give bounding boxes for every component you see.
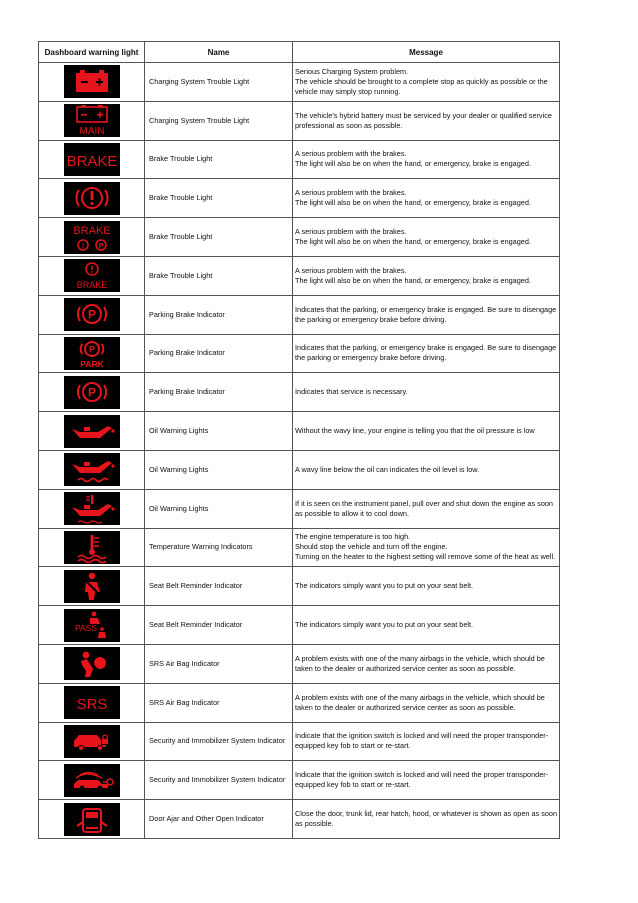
light-message: A wavy line below the oil can indicates the oil level is low.: [295, 464, 480, 474]
light-name: Parking Brake Indicator: [145, 373, 293, 412]
warning-light-cell: [39, 800, 145, 839]
light-message: A problem exists with one of the many airbags in the vehicle, which should be taken to the dealer or authorized service center as soon as possible.: [295, 692, 545, 712]
header-name: Name: [145, 42, 293, 63]
seat-belt-pass-icon: [64, 609, 120, 642]
warning-light-cell: [39, 334, 145, 373]
warning-light-cell: [39, 140, 145, 179]
seat-belt-icon: [64, 570, 120, 603]
table-row: [39, 683, 560, 722]
light-name: Brake Trouble Light: [145, 256, 293, 295]
svg-text:SRS: SRS: [76, 696, 107, 714]
header-message: Message: [293, 42, 560, 63]
warning-light-cell: [39, 722, 145, 761]
light-name: Charging System Trouble Light: [145, 101, 293, 140]
brake-exclamation-icon: [64, 182, 120, 215]
light-message-cell: [293, 218, 560, 257]
svg-text:P: P: [88, 344, 95, 355]
warning-light-cell: [39, 606, 145, 645]
light-message: The engine temperature is too high. Should stop the vehicle and turn off the engine. Turning on the heater to the highest setting will remove some of the heat as well.: [295, 532, 556, 562]
table-row: [39, 295, 560, 334]
light-message-cell: [293, 450, 560, 489]
table-row: [39, 256, 560, 295]
svg-text:PASS: PASS: [74, 622, 97, 633]
light-name: SRS Air Bag Indicator: [145, 683, 293, 722]
light-message: The indicators simply want you to put on your seat belt.: [295, 581, 474, 591]
svg-text:BRAKE: BRAKE: [72, 224, 111, 237]
oil-can-temp-icon: [64, 492, 120, 525]
table-row: [39, 606, 560, 645]
battery-main-icon: [64, 104, 120, 137]
light-name: Parking Brake Indicator: [145, 295, 293, 334]
warning-light-cell: [39, 256, 145, 295]
light-name: Seat Belt Reminder Indicator: [145, 567, 293, 606]
oil-can-wavy-icon: [64, 453, 120, 486]
light-message: A problem exists with one of the many airbags in the vehicle, which should be taken to the dealer or authorized service center as soon as possible.: [295, 653, 545, 673]
light-message-cell: [293, 373, 560, 412]
table-row: [39, 644, 560, 683]
header-light: Dashboard warning light: [39, 42, 145, 63]
warning-light-cell: [39, 450, 145, 489]
light-name: Security and Immobilizer System Indicator: [145, 722, 293, 761]
light-message-cell: [293, 63, 560, 102]
table-row: [39, 373, 560, 412]
table-row: [39, 412, 560, 451]
light-message-cell: [293, 295, 560, 334]
warning-light-cell: [39, 179, 145, 218]
svg-text:MAIN: MAIN: [79, 126, 104, 138]
warning-lights-table: [38, 41, 560, 839]
light-message: If it is seen on the instrument panel, pull over and shut down the engine as soon as possible to allow it to cool down.: [295, 498, 553, 518]
light-message: Indicate that the ignition switch is locked and will need the proper transponder-equipped key fob to start or re-start.: [295, 770, 549, 790]
light-message-cell: [293, 334, 560, 373]
light-message: Indicate that the ignition switch is locked and will need the proper transponder-equipped key fob to start or re-start.: [295, 731, 549, 751]
table-row: [39, 179, 560, 218]
warning-light-cell: [39, 218, 145, 257]
warning-light-cell: [39, 295, 145, 334]
light-message: The vehicle's hybrid battery must be serviced by your dealer or qualified service professional as soon as possible.: [295, 110, 552, 130]
table-row: [39, 567, 560, 606]
warning-light-cell: [39, 761, 145, 800]
light-message-cell: [293, 412, 560, 451]
light-message: Without the wavy line, your engine is telling you that the oil pressure is low: [295, 426, 535, 436]
light-message: A serious problem with the brakes. The light will also be on when the hand, or emergency, brake is engaged.: [295, 265, 531, 285]
parking-brake-park-icon: [64, 337, 120, 370]
table-row: [39, 450, 560, 489]
light-name: Parking Brake Indicator: [145, 334, 293, 373]
table-row: [39, 218, 560, 257]
light-name: Brake Trouble Light: [145, 218, 293, 257]
light-message: Close the door, trunk lid, rear hatch, hood, or whatever is shown as open as soon as possible.: [295, 809, 558, 829]
light-message-cell: [293, 761, 560, 800]
light-message-cell: [293, 256, 560, 295]
parking-brake-icon: [64, 298, 120, 331]
table-row: [39, 63, 560, 102]
table-row: [39, 761, 560, 800]
warning-light-cell: [39, 489, 145, 528]
warning-light-cell: [39, 683, 145, 722]
brake-combo-icon: [64, 221, 120, 254]
table-row: [39, 101, 560, 140]
light-name: Oil Warning Lights: [145, 489, 293, 528]
svg-text:!: !: [81, 242, 84, 250]
brake-text-icon: [64, 143, 120, 176]
light-message: Indicates that the parking, or emergency brake is engaged. Be sure to disengage the parking or emergency brake before driving.: [295, 304, 557, 324]
light-message-cell: [293, 179, 560, 218]
table-header-row: [39, 42, 560, 63]
light-message-cell: [293, 528, 560, 567]
warning-light-cell: [39, 412, 145, 451]
battery-icon: [64, 65, 120, 98]
table-row: [39, 528, 560, 567]
light-name: Brake Trouble Light: [145, 140, 293, 179]
light-message-cell: [293, 101, 560, 140]
svg-text:BRAKE: BRAKE: [66, 152, 117, 170]
light-message-cell: [293, 140, 560, 179]
warning-light-cell: [39, 528, 145, 567]
warning-light-cell: [39, 373, 145, 412]
oil-can-icon: [64, 415, 120, 448]
light-name: SRS Air Bag Indicator: [145, 644, 293, 683]
light-name: Brake Trouble Light: [145, 179, 293, 218]
svg-text:P: P: [87, 307, 96, 322]
light-message-cell: [293, 683, 560, 722]
light-message: The indicators simply want you to put on your seat belt.: [295, 620, 474, 630]
warning-light-cell: [39, 567, 145, 606]
warning-light-cell: [39, 644, 145, 683]
table-row: [39, 140, 560, 179]
light-message: Indicates that service is necessary.: [295, 387, 408, 397]
table-row: [39, 489, 560, 528]
svg-text:PARK: PARK: [79, 358, 104, 369]
light-message-cell: [293, 567, 560, 606]
light-message-cell: [293, 489, 560, 528]
warning-light-cell: [39, 101, 145, 140]
table-row: [39, 800, 560, 839]
car-key-icon: [64, 764, 120, 797]
table-row: [39, 722, 560, 761]
table-row: [39, 334, 560, 373]
light-name: Oil Warning Lights: [145, 412, 293, 451]
door-ajar-icon: [64, 803, 120, 836]
light-message-cell: [293, 800, 560, 839]
light-name: Security and Immobilizer System Indicator: [145, 761, 293, 800]
warning-light-cell: [39, 63, 145, 102]
coolant-temperature-icon: [64, 531, 120, 564]
svg-text:P: P: [98, 242, 103, 250]
parking-brake-service-icon: [64, 376, 120, 409]
svg-text:P: P: [87, 385, 96, 400]
car-lock-icon: [64, 725, 120, 758]
airbag-icon: [64, 647, 120, 680]
srs-text-icon: [64, 686, 120, 719]
light-name: Temperature Warning Indicators: [145, 528, 293, 567]
light-message: Indicates that the parking, or emergency brake is engaged. Be sure to disengage the parking or emergency brake before driving.: [295, 343, 557, 363]
light-name: Charging System Trouble Light: [145, 63, 293, 102]
light-name: Door Ajar and Other Open Indicator: [145, 800, 293, 839]
light-message-cell: [293, 644, 560, 683]
light-message: A serious problem with the brakes. The light will also be on when the hand, or emergency, brake is engaged.: [295, 227, 531, 247]
brake-circle-label-icon: [64, 259, 120, 292]
light-message-cell: [293, 606, 560, 645]
light-message: A serious problem with the brakes. The light will also be on when the hand, or emergency, brake is engaged.: [295, 188, 531, 208]
light-name: Oil Warning Lights: [145, 450, 293, 489]
light-message-cell: [293, 722, 560, 761]
svg-text:BRAKE: BRAKE: [76, 280, 107, 291]
light-message: A serious problem with the brakes. The light will also be on when the hand, or emergency, brake is engaged.: [295, 149, 531, 169]
light-name: Seat Belt Reminder Indicator: [145, 606, 293, 645]
light-message: Serious Charging System problem. The vehicle should be brought to a complete stop as quickly as possible or the vehicle may simply stop running.: [295, 66, 548, 96]
